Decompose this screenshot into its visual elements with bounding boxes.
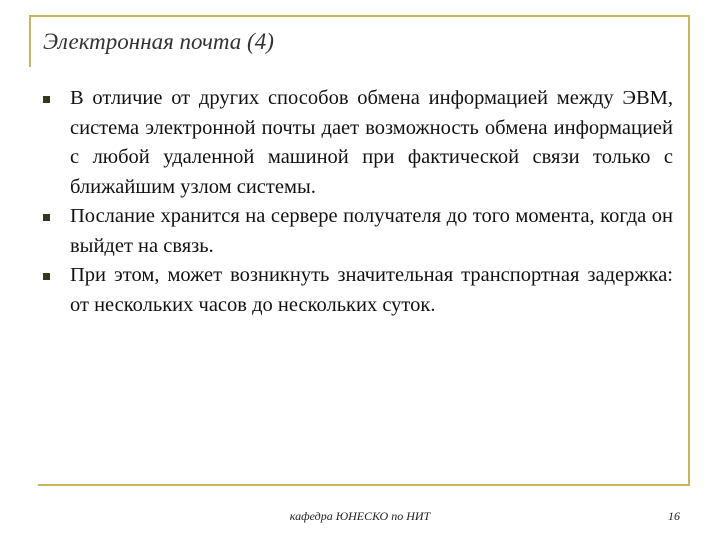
bullet-list [37, 84, 673, 320]
title-frame-top-line [29, 15, 690, 17]
slide-frame-right-line [688, 15, 690, 485]
bullet-item [37, 202, 673, 261]
square-bullet-icon [43, 214, 50, 221]
bullet-item [37, 261, 673, 320]
bullet-text: При этом, может возникнуть значительная транспортная задержка: от нескольких часов до нескольких суток. [70, 264, 673, 316]
footer-department: кафедра ЮНЕСКО по НИТ [289, 509, 431, 523]
square-bullet-icon [43, 273, 50, 280]
title-frame-left-line [29, 15, 31, 67]
bullet-item [37, 84, 673, 202]
bullet-text: В отличие от других способов обмена информацией между ЭВМ, система электронной почты дает возможность обмена информацией с любой удаленной машиной при фактической связи только с ближайшим узлом системы. [70, 87, 673, 198]
slide-title: Электронная почта (4) [43, 29, 274, 54]
page-number: 16 [668, 509, 680, 523]
square-bullet-icon [43, 96, 50, 103]
bullet-text: Послание хранится на сервере получателя до того момента, когда он выйдет на связь. [70, 205, 673, 257]
footer-divider-line [38, 484, 690, 486]
